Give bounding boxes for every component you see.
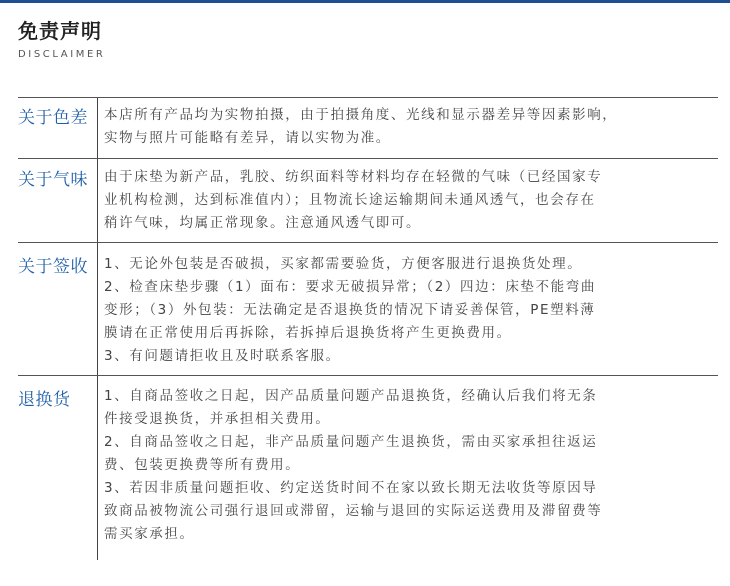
text-line: 件接受退换货，并承担相关费用。 xyxy=(104,411,331,427)
section-text-returns-exchanges xyxy=(104,385,724,546)
section-divider xyxy=(18,242,718,243)
text-line: 1、无论外包装是否破损，买家都需要验货，方便客服进行退换货处理。 xyxy=(104,256,583,272)
text-line: 致商品被物流公司强行退回或滞留，运输与退回的实际运送费用及滞留费等 xyxy=(104,503,603,519)
column-divider xyxy=(97,97,98,560)
page-title: 免责声明 xyxy=(18,19,102,43)
text-line: 稍许气味，均属正常现象。注意通风透气即可。 xyxy=(104,215,422,231)
text-line: 业机构检测，达到标准值内）；且物流长途运输期间未通风透气，也会存在 xyxy=(104,192,596,208)
text-line: 实物与照片可能略有差异，请以实物为准。 xyxy=(104,130,391,146)
text-line: 由于床垫为新产品，乳胶、纺织面料等材料均存在轻微的气味（已经国家专 xyxy=(104,169,603,185)
text-line: 3、若因非质量问题拒收、约定送货时间不在家以致长期无法收货等原因导 xyxy=(104,480,598,496)
text-line: 2、自商品签收之日起，非产品质量问题产生退换货，需由买家承担往返运 xyxy=(104,434,598,450)
section-divider xyxy=(18,158,718,159)
text-line: 膜请在正常使用后再拆除，若拆掉后退换货将产生更换费用。 xyxy=(104,325,512,341)
page-subtitle: DISCLAIMER xyxy=(18,49,106,60)
section-divider xyxy=(18,375,718,376)
section-text-delivery-receipt xyxy=(104,253,724,368)
text-line: 需买家承担。 xyxy=(104,526,195,542)
text-line: 2、检查床垫步骤（1）面布：要求无破损异常；（2）四边：床垫不能弯曲 xyxy=(104,279,596,295)
text-line: 变形；（3）外包装：无法确定是否退换货的情况下请妥善保管，PE塑料薄 xyxy=(104,302,596,318)
text-line: 费、包装更换费等所有费用。 xyxy=(104,457,301,473)
section-label-returns-exchanges: 退换货 xyxy=(18,390,71,410)
header xyxy=(18,18,105,62)
text-line: 本店所有产品均为实物拍摄，由于拍摄角度、光线和显示器差异等因素影响， xyxy=(104,107,618,123)
section-label-delivery-receipt: 关于签收 xyxy=(18,257,88,277)
section-divider xyxy=(18,97,718,98)
section-text-odor xyxy=(104,166,724,235)
top-accent-bar xyxy=(0,0,730,3)
section-label-odor: 关于气味 xyxy=(18,170,88,190)
text-line: 1、自商品签收之日起，因产品质量问题产品退换货，经确认后我们将无条 xyxy=(104,388,598,404)
section-label-color-difference: 关于色差 xyxy=(18,108,88,128)
text-line: 3、有问题请拒收且及时联系客服。 xyxy=(104,348,341,364)
section-text-color-difference xyxy=(104,104,724,150)
